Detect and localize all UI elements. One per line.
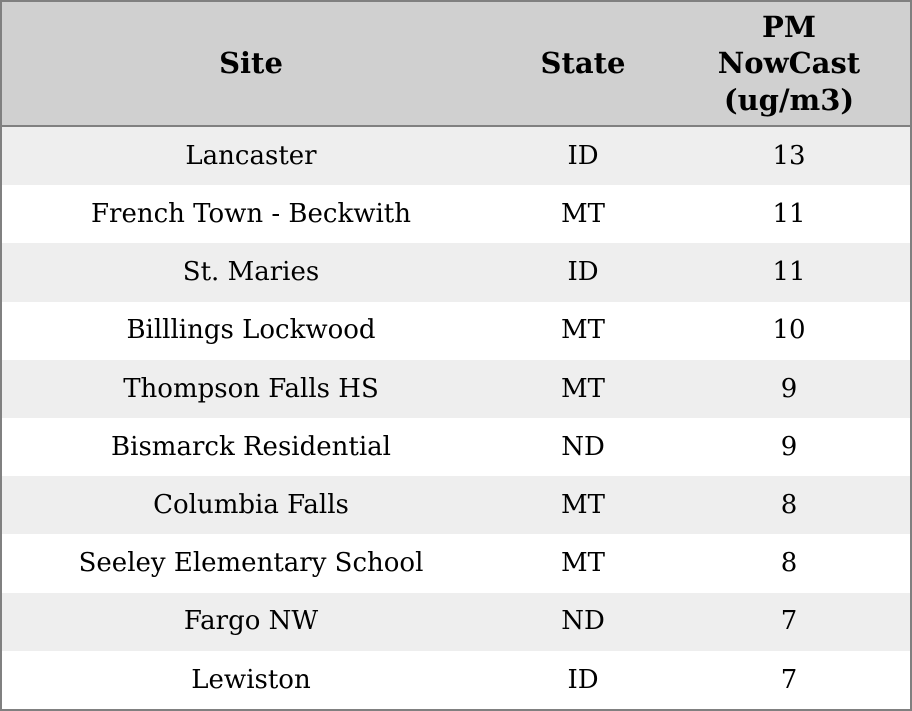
cell-state: ID xyxy=(567,257,599,288)
cell-state: ID xyxy=(567,664,599,695)
table-row xyxy=(2,534,912,592)
table-header xyxy=(2,2,912,126)
header-pm-nowcast xyxy=(666,2,912,126)
cell-state: MT xyxy=(561,548,605,579)
cell-site: Lewiston xyxy=(191,664,311,695)
cell-pm-value: 9 xyxy=(780,373,798,404)
table-row xyxy=(2,243,912,301)
cell-pm-value: 8 xyxy=(780,489,798,520)
table-row xyxy=(2,418,912,476)
header-pm-nowcast-label: PM NowCast (ug/m3) xyxy=(717,10,861,117)
cell-state: ID xyxy=(567,140,599,171)
cell-site: Lancaster xyxy=(185,140,317,171)
header-state: State xyxy=(500,2,666,126)
header-site: Site xyxy=(2,2,500,126)
cell-state: MT xyxy=(561,373,605,404)
cell-site: Fargo NW xyxy=(183,606,319,637)
table-row xyxy=(2,126,912,185)
table-row xyxy=(2,360,912,418)
cell-site: French Town - Beckwith xyxy=(90,198,412,229)
cell-pm-value: 10 xyxy=(772,315,806,346)
table-row xyxy=(2,185,912,243)
cell-state: MT xyxy=(561,489,605,520)
table-row xyxy=(2,651,912,709)
header-row xyxy=(2,2,912,126)
cell-state: ND xyxy=(561,431,605,462)
cell-pm-value: 8 xyxy=(780,548,798,579)
cell-pm-value: 9 xyxy=(780,431,798,462)
table-body xyxy=(2,126,912,709)
cell-site: Thompson Falls HS xyxy=(123,373,379,404)
cell-site: Columbia Falls xyxy=(153,489,349,520)
cell-site: Billlings Lockwood xyxy=(126,315,376,346)
pm-nowcast-table xyxy=(2,2,912,709)
table-row xyxy=(2,593,912,651)
cell-pm-value: 11 xyxy=(772,257,806,288)
cell-site: Seeley Elementary School xyxy=(78,548,424,579)
cell-state: MT xyxy=(561,315,605,346)
table-row xyxy=(2,476,912,534)
cell-state: MT xyxy=(561,198,605,229)
cell-pm-value: 7 xyxy=(780,664,798,695)
cell-pm-value: 11 xyxy=(772,198,806,229)
cell-pm-value: 13 xyxy=(772,140,806,171)
cell-pm-value: 7 xyxy=(780,606,798,637)
cell-site: St. Maries xyxy=(182,257,320,288)
cell-state: ND xyxy=(561,606,605,637)
cell-site: Bismarck Residential xyxy=(111,431,391,462)
table-row xyxy=(2,302,912,360)
